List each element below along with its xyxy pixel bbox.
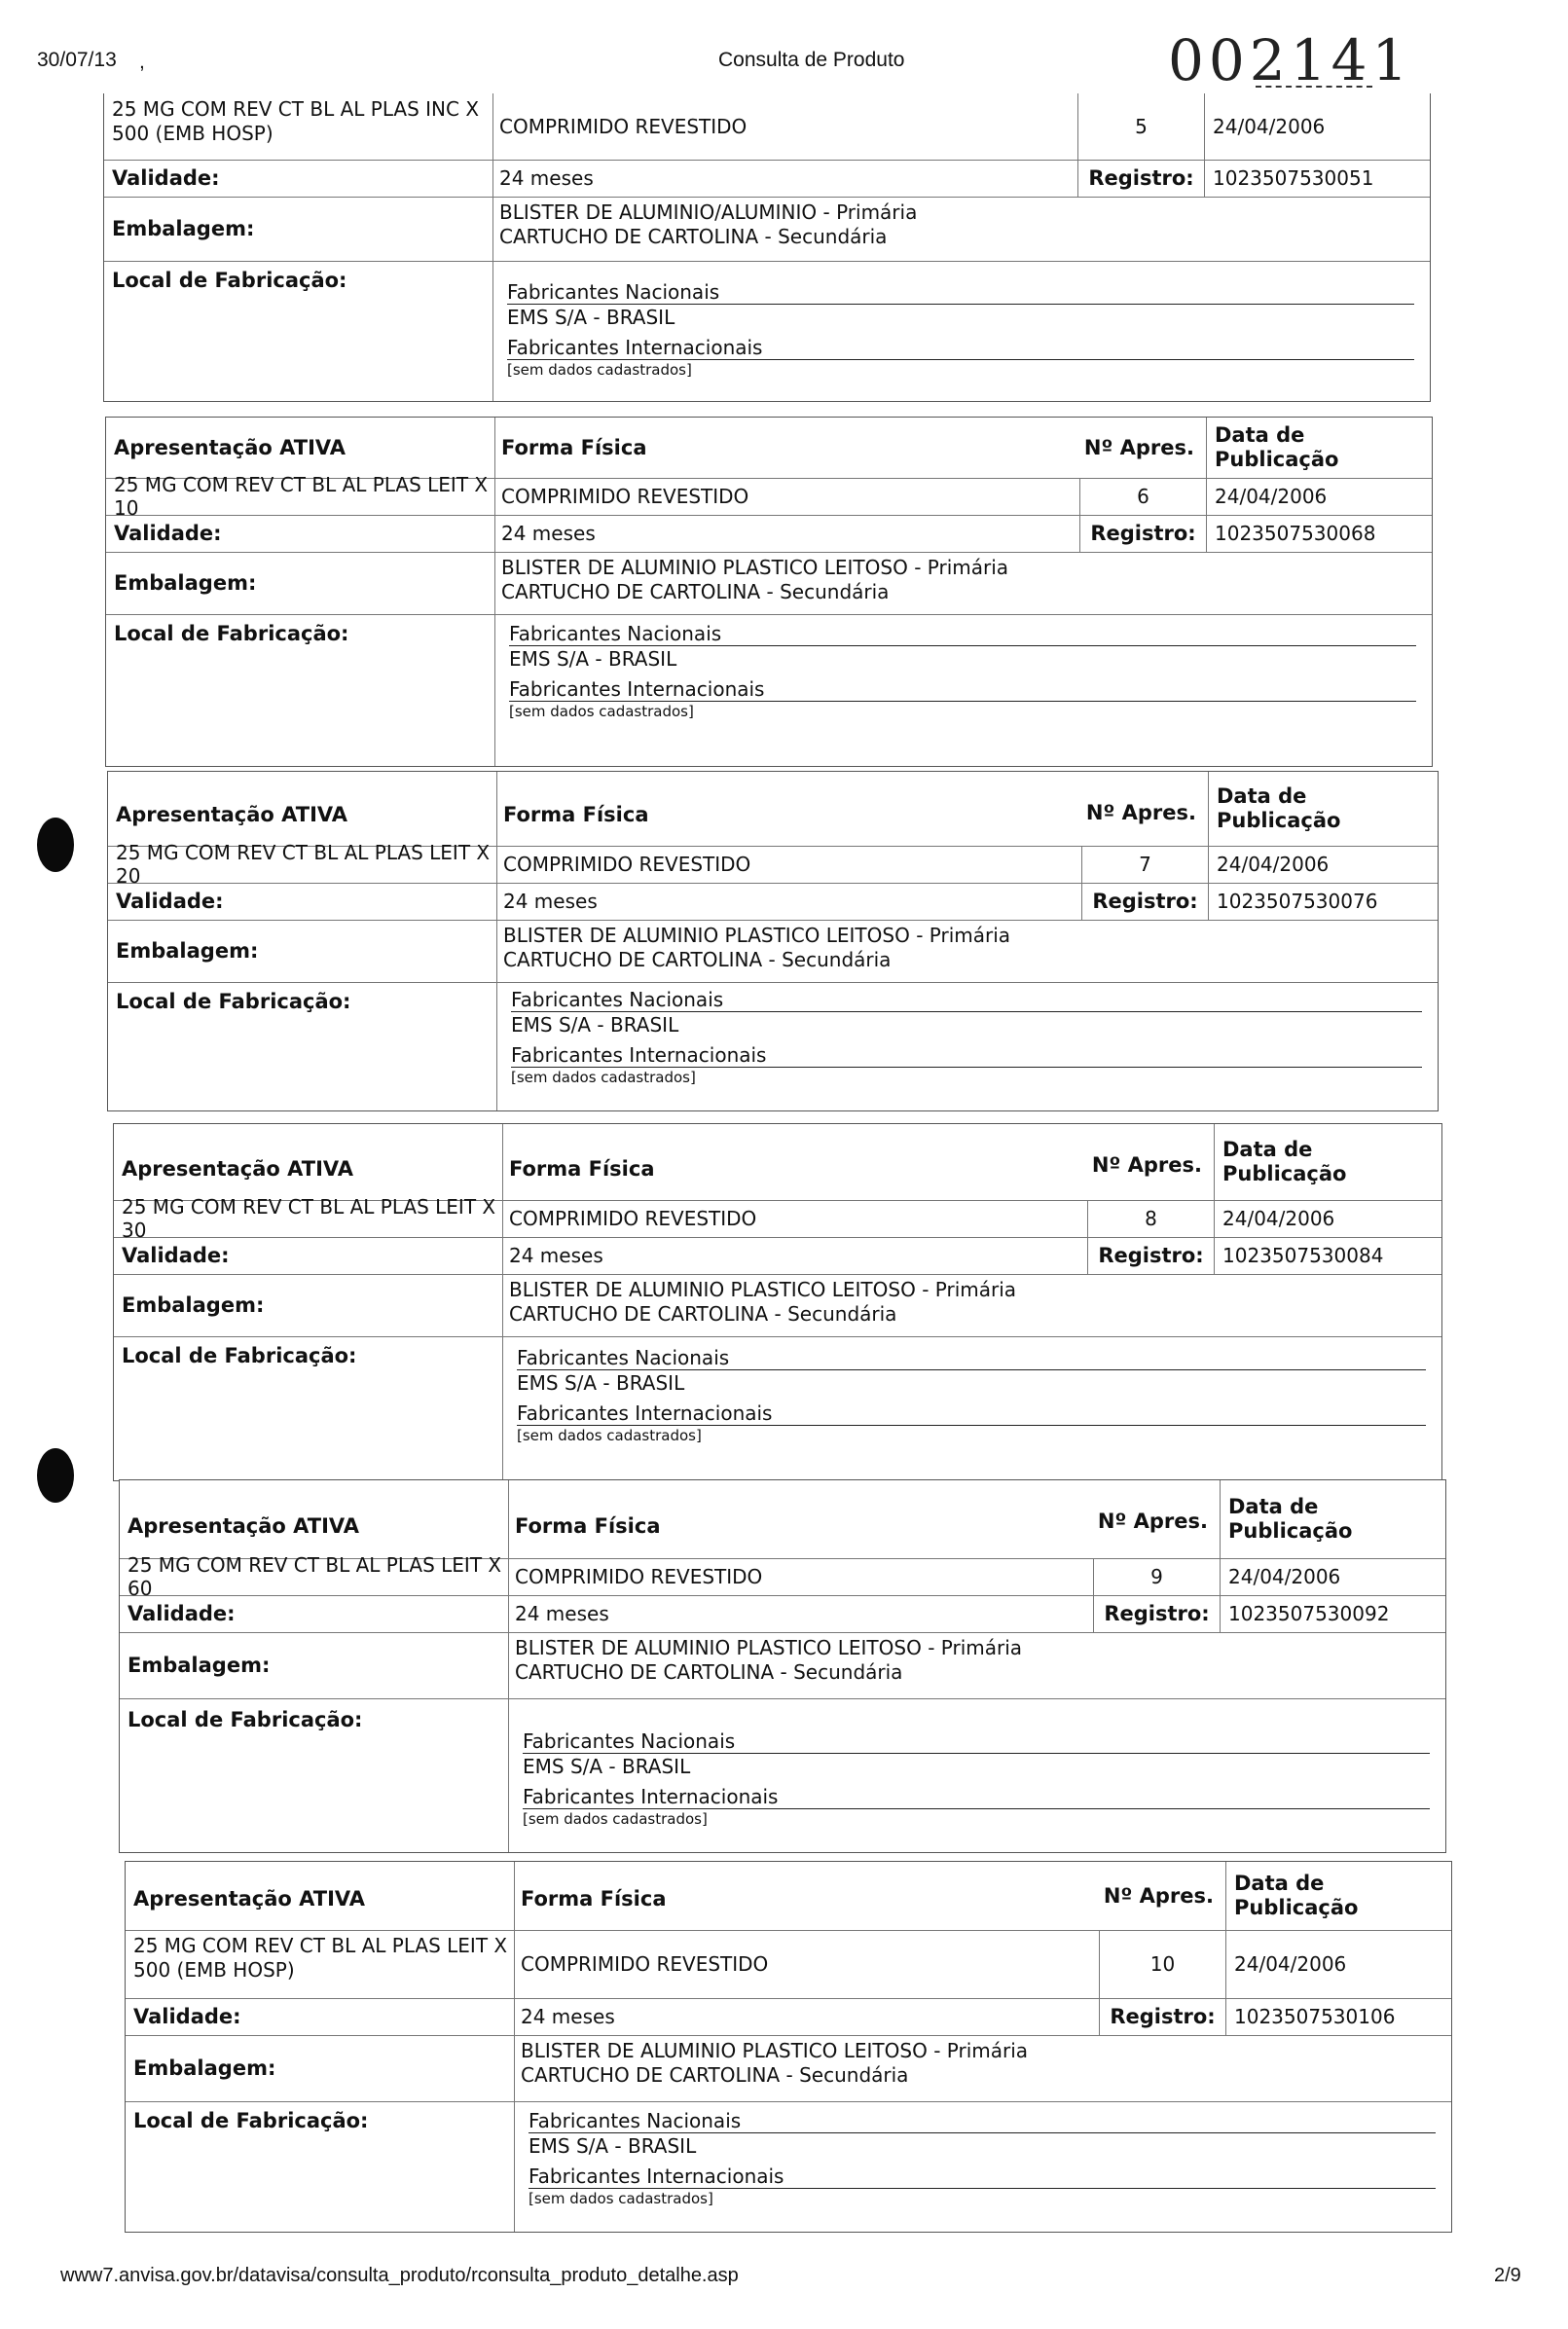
packaging-label: Embalagem: (126, 2035, 515, 2101)
packaging-value (503, 1274, 1185, 1336)
physical-form-header: Forma Física (521, 1887, 667, 1911)
physical-form-value: COMPRIMIDO REVESTIDO (515, 1565, 763, 1588)
packaging-value (515, 2035, 1196, 2101)
national-manufacturer-value: EMS S/A - BRASIL (509, 647, 677, 671)
physical-form-header: Forma Física (503, 803, 649, 826)
national-manufacturers-heading: Fabricantes Nacionais (517, 1346, 1426, 1370)
packaging-secondary: CARTUCHO DE CARTOLINA - Secundária (515, 1660, 903, 1684)
publication-date: 24/04/2006 (1225, 1930, 1451, 1998)
manufacturers-block (497, 982, 1438, 1110)
print-date: 30/07/13 (37, 49, 117, 71)
packaging-secondary: CARTUCHO DE CARTOLINA - Secundária (501, 580, 890, 603)
packaging-label: Embalagem: (114, 1274, 503, 1336)
punch-hole (37, 818, 74, 872)
product-card (107, 771, 1439, 1111)
presentation-value: 25 MG COM REV CT BL AL PLAS LEIT X 30 (114, 1200, 503, 1237)
international-manufacturers-heading: Fabricantes Internacionais (517, 1401, 1426, 1426)
publication-date-header: Data de Publicação (1225, 1862, 1451, 1930)
national-manufacturers-heading: Fabricantes Nacionais (509, 622, 1416, 646)
packaging-secondary: CARTUCHO DE CARTOLINA - Secundária (521, 2063, 909, 2087)
packaging-primary: BLISTER DE ALUMINIO/ALUMINIO - Primária (499, 200, 918, 224)
packaging-primary: BLISTER DE ALUMINIO PLASTICO LEITOSO - Primária (501, 556, 1009, 579)
product-card (103, 93, 1431, 402)
presentation-number: 9 (1093, 1558, 1220, 1595)
physical-form-value: COMPRIMIDO REVESTIDO (521, 1952, 769, 1976)
presentation-number-header: Nº Apres. (1085, 801, 1196, 824)
international-manufacturers-heading: Fabricantes Internacionais (507, 336, 1414, 360)
national-manufacturers-heading: Fabricantes Nacionais (523, 1729, 1430, 1754)
presentation-value: 25 MG COM REV CT BL AL PLAS INC X 500 (EMB HOSP) (104, 93, 493, 160)
manufacturing-label: Local de Fabricação: (108, 982, 497, 1110)
registration-label: Registro: (1093, 1595, 1220, 1632)
national-manufacturer-value: EMS S/A - BRASIL (517, 1371, 685, 1395)
manufacturers-block (503, 1336, 1441, 1480)
punch-hole (37, 1448, 74, 1503)
international-manufacturer-value: [sem dados cadastrados] (529, 2190, 713, 2207)
presentation-number: 5 (1077, 93, 1204, 160)
presentation-header: Apresentação ATIVA (108, 772, 497, 846)
presentation-number: 8 (1087, 1200, 1214, 1237)
packaging-label: Embalagem: (120, 1632, 509, 1698)
publication-date-header: Data de Publicação (1206, 418, 1432, 478)
presentation-number-header: Nº Apres. (1083, 436, 1194, 459)
presentation-header: Apresentação ATIVA (120, 1480, 509, 1558)
physical-form-header: Forma Física (501, 436, 647, 459)
packaging-label: Embalagem: (106, 552, 495, 614)
national-manufacturer-value: EMS S/A - BRASIL (529, 2134, 697, 2158)
international-manufacturers-heading: Fabricantes Internacionais (511, 1043, 1422, 1068)
validity-label: Validade: (106, 515, 495, 552)
publication-date-header: Data de Publicação (1208, 772, 1438, 846)
physical-form-value: COMPRIMIDO REVESTIDO (503, 853, 751, 876)
packaging-value (509, 1632, 1190, 1698)
validity-value: 24 meses (509, 1244, 603, 1267)
presentation-number: 6 (1079, 478, 1206, 515)
international-manufacturers-heading: Fabricantes Internacionais (509, 677, 1416, 702)
packaging-primary: BLISTER DE ALUMINIO PLASTICO LEITOSO - Primária (521, 2039, 1029, 2062)
physical-form-value: COMPRIMIDO REVESTIDO (509, 1207, 757, 1230)
manufacturing-label: Local de Fabricação: (106, 614, 495, 766)
physical-form-value: COMPRIMIDO REVESTIDO (501, 485, 749, 508)
national-manufacturer-value: EMS S/A - BRASIL (523, 1755, 691, 1778)
publication-date: 24/04/2006 (1214, 1200, 1441, 1237)
validity-value: 24 meses (515, 1602, 609, 1625)
physical-form-header: Forma Física (515, 1514, 661, 1538)
physical-form-value: COMPRIMIDO REVESTIDO (499, 115, 748, 138)
registration-label: Registro: (1087, 1237, 1214, 1274)
manufacturing-label: Local de Fabricação: (120, 1698, 509, 1852)
packaging-primary: BLISTER DE ALUMINIO PLASTICO LEITOSO - Primária (509, 1278, 1017, 1301)
page-number: 2/9 (1494, 2265, 1521, 2286)
manufacturers-block (495, 614, 1432, 766)
packaging-value (495, 552, 1177, 614)
page-title: Consulta de Produto (718, 49, 905, 71)
packaging-primary: BLISTER DE ALUMINIO PLASTICO LEITOSO - Primária (503, 924, 1011, 947)
registration-value: 1023507530076 (1208, 883, 1438, 920)
publication-date: 24/04/2006 (1220, 1558, 1445, 1595)
registration-value: 1023507530068 (1206, 515, 1432, 552)
manufacturing-label: Local de Fabricação: (126, 2101, 515, 2232)
manufacturers-block (515, 2101, 1451, 2232)
validity-label: Validade: (126, 1998, 515, 2035)
product-card (105, 417, 1433, 767)
footer-url: www7.anvisa.gov.br/datavisa/consulta_produto/rconsulta_produto_detalhe.asp (60, 2265, 739, 2286)
presentation-number-header: Nº Apres. (1103, 1884, 1214, 1908)
international-manufacturers-heading: Fabricantes Internacionais (523, 1785, 1430, 1809)
presentation-number: 7 (1081, 846, 1208, 883)
national-manufacturers-heading: Fabricantes Nacionais (511, 988, 1422, 1012)
manufacturing-label: Local de Fabricação: (104, 261, 493, 401)
national-manufacturer-value: EMS S/A - BRASIL (511, 1013, 679, 1037)
presentation-value: 25 MG COM REV CT BL AL PLAS LEIT X 60 (120, 1558, 509, 1595)
presentation-value: 25 MG COM REV CT BL AL PLAS LEIT X 20 (108, 846, 497, 883)
validity-label: Validade: (108, 883, 497, 920)
validity-label: Validade: (104, 160, 493, 197)
international-manufacturer-value: [sem dados cadastrados] (517, 1427, 702, 1444)
packaging-secondary: CARTUCHO DE CARTOLINA - Secundária (499, 225, 888, 248)
international-manufacturer-value: [sem dados cadastrados] (509, 703, 694, 720)
international-manufacturer-value: [sem dados cadastrados] (523, 1810, 708, 1828)
validity-value: 24 meses (503, 890, 598, 913)
publication-date: 24/04/2006 (1206, 478, 1432, 515)
presentation-number-header: Nº Apres. (1097, 1510, 1208, 1533)
registration-value: 1023507530084 (1214, 1237, 1441, 1274)
packaging-secondary: CARTUCHO DE CARTOLINA - Secundária (509, 1302, 897, 1326)
international-manufacturer-value: [sem dados cadastrados] (511, 1069, 696, 1086)
manufacturing-label: Local de Fabricação: (114, 1336, 503, 1480)
page-stamp-number: 002141 (1168, 27, 1413, 93)
publication-date: 24/04/2006 (1208, 846, 1438, 883)
product-card (125, 1861, 1452, 2233)
international-manufacturers-heading: Fabricantes Internacionais (529, 2165, 1436, 2189)
presentation-number-header: Nº Apres. (1091, 1153, 1202, 1177)
validity-value: 24 meses (521, 2005, 615, 2028)
registration-value: 1023507530106 (1225, 1998, 1451, 2035)
national-manufacturer-value: EMS S/A - BRASIL (507, 306, 675, 329)
national-manufacturers-heading: Fabricantes Nacionais (507, 280, 1414, 305)
presentation-header: Apresentação ATIVA (114, 1124, 503, 1200)
international-manufacturer-value: [sem dados cadastrados] (507, 361, 692, 379)
registration-value: 1023507530051 (1204, 160, 1430, 197)
national-manufacturers-heading: Fabricantes Nacionais (529, 2109, 1436, 2133)
registration-label: Registro: (1079, 515, 1206, 552)
physical-form-header: Forma Física (509, 1157, 655, 1181)
registration-value: 1023507530092 (1220, 1595, 1445, 1632)
packaging-label: Embalagem: (108, 920, 497, 982)
registration-label: Registro: (1099, 1998, 1225, 2035)
print-comma: , (139, 51, 145, 73)
presentation-value: 25 MG COM REV CT BL AL PLAS LEIT X 500 (EMB HOSP) (126, 1930, 515, 1998)
packaging-label: Embalagem: (104, 197, 493, 261)
registration-label: Registro: (1081, 883, 1208, 920)
product-card (113, 1123, 1442, 1481)
publication-date-header: Data de Publicação (1214, 1124, 1441, 1200)
packaging-primary: BLISTER DE ALUMINIO PLASTICO LEITOSO - Primária (515, 1636, 1023, 1659)
manufacturers-block (509, 1698, 1445, 1852)
packaging-value (493, 197, 1175, 261)
registration-label: Registro: (1077, 160, 1204, 197)
validity-value: 24 meses (501, 522, 596, 545)
packaging-value (497, 920, 1179, 982)
packaging-secondary: CARTUCHO DE CARTOLINA - Secundária (503, 948, 892, 971)
presentation-value: 25 MG COM REV CT BL AL PLAS LEIT X 10 (106, 478, 495, 515)
publication-date-header: Data de Publicação (1220, 1480, 1445, 1558)
product-card (119, 1479, 1446, 1853)
validity-label: Validade: (120, 1595, 509, 1632)
stamp-underline (1256, 86, 1372, 88)
presentation-number: 10 (1099, 1930, 1225, 1998)
presentation-header: Apresentação ATIVA (126, 1862, 515, 1930)
manufacturers-block (493, 261, 1430, 401)
presentation-header: Apresentação ATIVA (106, 418, 495, 478)
validity-value: 24 meses (499, 166, 594, 190)
publication-date: 24/04/2006 (1204, 93, 1430, 160)
validity-label: Validade: (114, 1237, 503, 1274)
